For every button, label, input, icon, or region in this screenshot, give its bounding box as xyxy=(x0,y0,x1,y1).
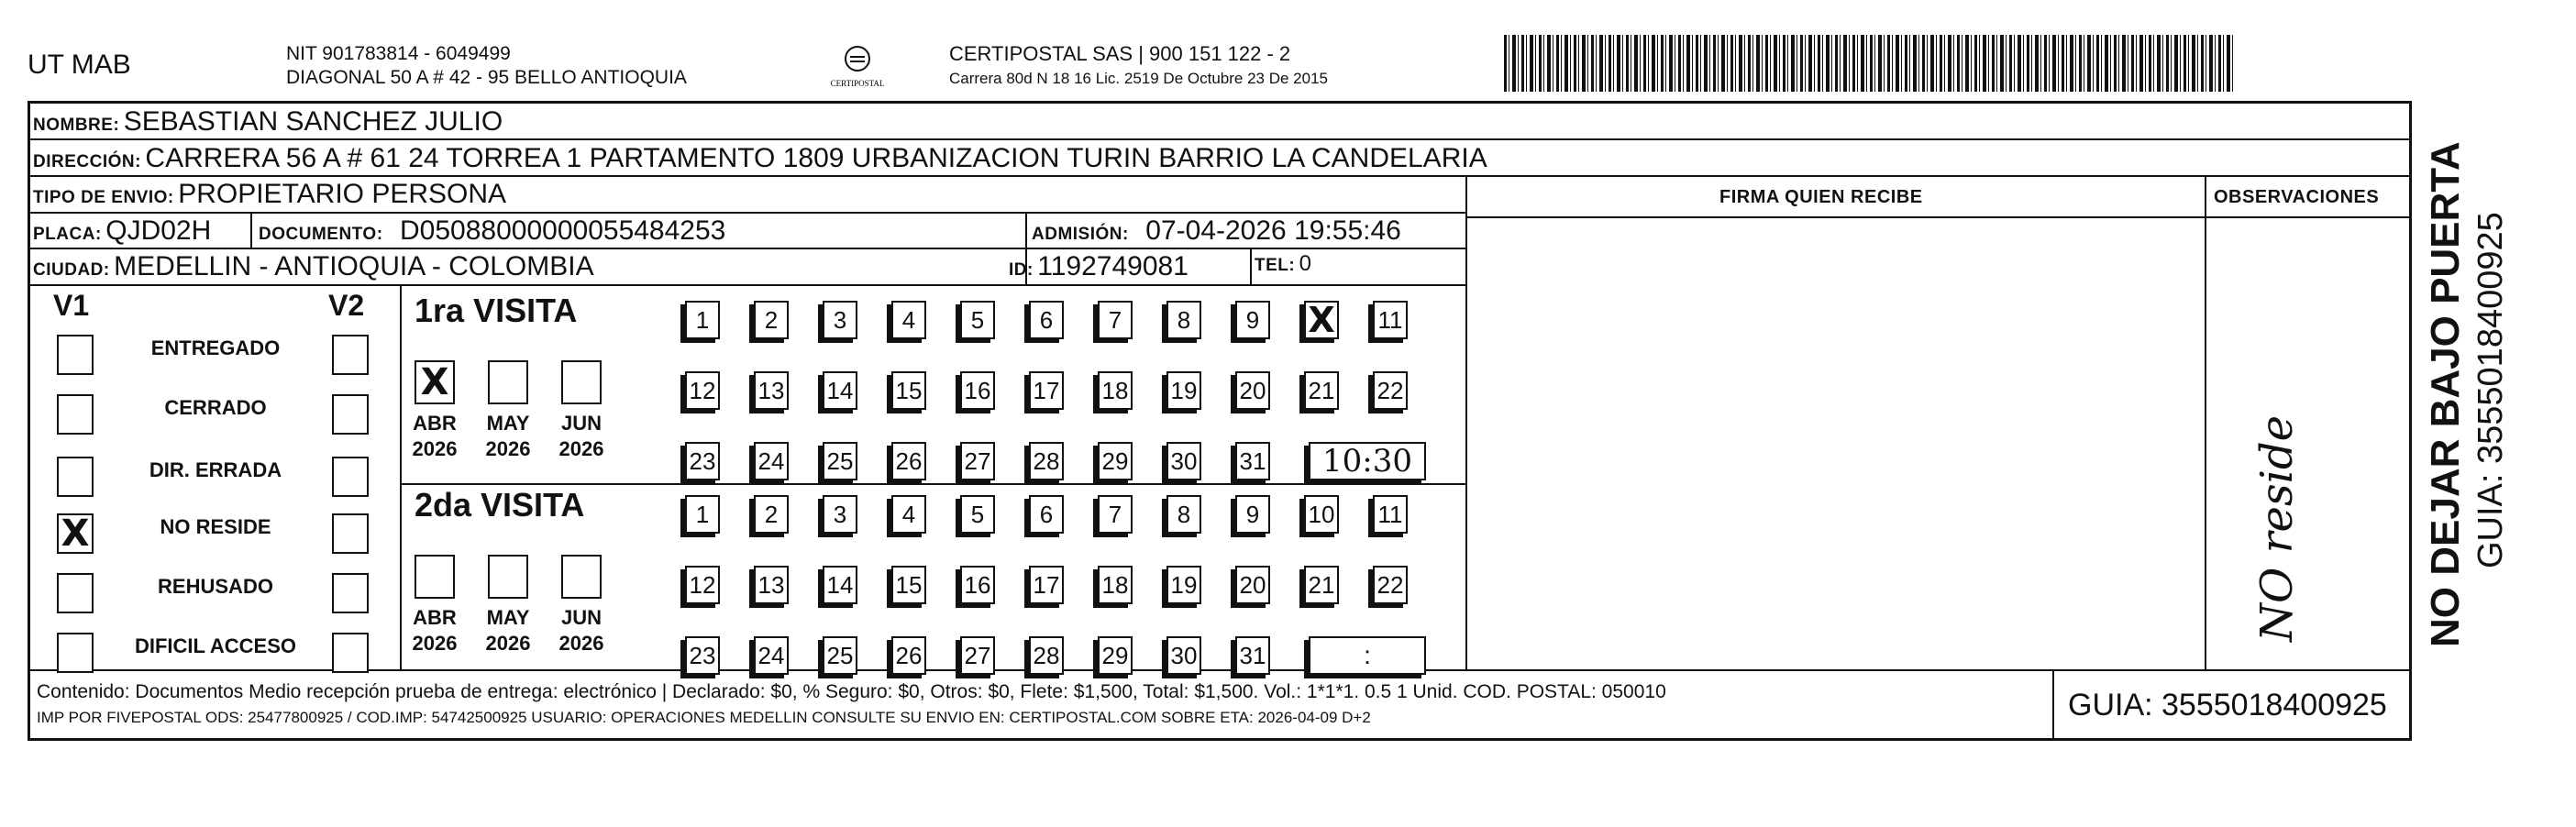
day-box[interactable]: 6 xyxy=(1029,495,1064,534)
status-v2-checkbox[interactable] xyxy=(332,394,369,435)
day-box[interactable]: 17 xyxy=(1029,371,1064,410)
day-box[interactable]: 23 xyxy=(685,636,720,675)
month-name: ABR xyxy=(413,412,457,435)
status-label: CERRADO xyxy=(164,396,267,419)
month-checkbox[interactable] xyxy=(415,555,455,599)
documento-label: DOCUMENTO: xyxy=(259,225,383,244)
status-label: DIR. ERRADA xyxy=(149,458,282,481)
day-box[interactable]: 26 xyxy=(891,636,926,675)
status-v1-checkbox[interactable] xyxy=(57,394,94,435)
day-box[interactable]: 15 xyxy=(891,566,926,604)
status-v1-checkbox[interactable] xyxy=(57,335,94,375)
tel-row xyxy=(1255,251,1311,277)
day-box[interactable]: 26 xyxy=(891,442,926,480)
v2-header: V2 xyxy=(328,289,365,322)
month-label xyxy=(403,605,467,656)
day-box[interactable]: 25 xyxy=(823,442,857,480)
day-box[interactable]: 29 xyxy=(1098,442,1133,480)
day-box[interactable]: 10 xyxy=(1304,495,1339,534)
day-box[interactable]: 24 xyxy=(754,636,789,675)
nombre-label: NOMBRE: xyxy=(33,116,120,135)
day-box[interactable]: 28 xyxy=(1029,442,1064,480)
status-label: NO RESIDE xyxy=(160,515,271,538)
tipo-row xyxy=(33,179,506,210)
id-value: 1192749081 xyxy=(1037,251,1188,281)
day-box[interactable]: 16 xyxy=(960,566,995,604)
admision-label: ADMISIÓN: xyxy=(1032,225,1129,244)
month-year: 2026 xyxy=(412,437,458,460)
tipo-label: TIPO DE ENVIO: xyxy=(33,188,174,207)
status-v2-checkbox[interactable] xyxy=(332,335,369,375)
month-name: JUN xyxy=(560,412,602,435)
month-year: 2026 xyxy=(485,437,531,460)
day-box[interactable]: 21 xyxy=(1304,566,1339,604)
status-v2-checkbox[interactable] xyxy=(332,513,369,554)
day-box[interactable]: 27 xyxy=(960,636,995,675)
nit-text: NIT 901783814 - 6049499 xyxy=(286,43,511,64)
month-year: 2026 xyxy=(558,437,604,460)
month-name: JUN xyxy=(560,606,602,629)
status-label: REHUSADO xyxy=(158,575,273,598)
status-v1-checkbox[interactable] xyxy=(57,457,94,497)
day-box[interactable]: 12 xyxy=(685,566,720,604)
month-label xyxy=(403,411,467,462)
svg-text:CERTIPOSTAL: CERTIPOSTAL xyxy=(830,79,885,88)
day-box[interactable]: 8 xyxy=(1166,495,1201,534)
month-label xyxy=(549,605,614,656)
day-box[interactable]: 23 xyxy=(685,442,720,480)
day-box[interactable]: 14 xyxy=(823,566,857,604)
day-box[interactable]: 5 xyxy=(960,495,995,534)
tel-label: TEL: xyxy=(1255,256,1296,275)
month-name: MAY xyxy=(486,412,530,435)
day-box[interactable]: 30 xyxy=(1166,442,1201,480)
direccion-label: DIRECCIÓN: xyxy=(33,152,141,171)
day-box[interactable]: 21 xyxy=(1304,371,1339,410)
tipo-value: PROPIETARIO PERSONA xyxy=(178,179,507,209)
day-box[interactable]: 7 xyxy=(1098,495,1133,534)
nombre-value: SEBASTIAN SANCHEZ JULIO xyxy=(123,106,503,137)
day-box[interactable]: 31 xyxy=(1235,636,1270,675)
day-box[interactable]: 16 xyxy=(960,371,995,410)
day-box[interactable]: 17 xyxy=(1029,566,1064,604)
barcode xyxy=(1504,35,2233,92)
day-box[interactable]: 1 xyxy=(685,495,720,534)
id-row xyxy=(1009,251,1188,282)
observacion-handwritten: NO reside xyxy=(2251,414,2303,642)
month-name: MAY xyxy=(486,606,530,629)
day-box[interactable]: 5 xyxy=(960,301,995,339)
placa-row xyxy=(33,215,211,247)
month-label xyxy=(549,411,614,462)
v1-header: V1 xyxy=(53,289,90,322)
status-label: ENTREGADO xyxy=(150,336,281,359)
day-box[interactable]: 12 xyxy=(685,371,720,410)
day-box[interactable]: 11 xyxy=(1373,495,1408,534)
no-dejar-bajo-puerta: NO DEJAR BAJO PUERTA xyxy=(2423,141,2468,647)
footer-guia: GUIA: 3555018400925 xyxy=(2068,688,2387,722)
side-guia: GUIA: 3555018400925 xyxy=(2471,212,2510,568)
month-year: 2026 xyxy=(412,632,458,655)
day-box[interactable]: 30 xyxy=(1166,636,1201,675)
documento-row xyxy=(259,215,725,247)
day-box[interactable]: 2 xyxy=(754,495,789,534)
day-box[interactable]: 4 xyxy=(891,495,926,534)
status-v1-checkbox[interactable] xyxy=(57,633,94,673)
placa-label: PLACA: xyxy=(33,225,102,244)
status-v2-checkbox[interactable] xyxy=(332,457,369,497)
day-box[interactable]: 8 xyxy=(1166,301,1201,339)
ciudad-label: CIUDAD: xyxy=(33,260,110,280)
month-label xyxy=(476,605,540,656)
month-year: 2026 xyxy=(485,632,531,655)
day-box[interactable]: 4 xyxy=(891,301,926,339)
id-label: ID: xyxy=(1009,260,1034,280)
status-v2-checkbox[interactable] xyxy=(332,633,369,673)
firma-header: FIRMA QUIEN RECIBE xyxy=(1719,187,1923,207)
month-year: 2026 xyxy=(558,632,604,655)
admision-value: 07-04-2026 19:55:46 xyxy=(1145,215,1401,246)
day-box[interactable]: 9 xyxy=(1235,495,1270,534)
time-box[interactable]: 10:30 xyxy=(1309,442,1426,480)
day-box[interactable]: 20 xyxy=(1235,566,1270,604)
visit-title: 1ra VISITA xyxy=(415,292,578,329)
status-label: DIFICIL ACCESO xyxy=(134,634,296,657)
day-box[interactable]: 13 xyxy=(754,566,789,604)
direccion-row xyxy=(33,143,1487,174)
day-box[interactable]: 28 xyxy=(1029,636,1064,675)
ciudad-value: MEDELLIN - ANTIOQUIA - COLOMBIA xyxy=(114,251,594,281)
day-box[interactable]: 13 xyxy=(754,371,789,410)
ciudad-row xyxy=(33,251,594,282)
tel-value: 0 xyxy=(1299,251,1312,276)
day-box[interactable]: 29 xyxy=(1098,636,1133,675)
month-checkbox[interactable] xyxy=(488,360,528,404)
day-box[interactable]: 31 xyxy=(1235,442,1270,480)
day-box[interactable]: 3 xyxy=(823,495,857,534)
day-box[interactable]: 27 xyxy=(960,442,995,480)
day-box[interactable]: 25 xyxy=(823,636,857,675)
day-box[interactable]: 22 xyxy=(1373,371,1408,410)
certipostal-logo xyxy=(830,40,885,94)
day-box[interactable]: 19 xyxy=(1166,371,1201,410)
placa-value: QJD02H xyxy=(105,215,212,246)
day-box[interactable]: 2 xyxy=(754,301,789,339)
license-text: Carrera 80d N 18 16 Lic. 2519 De Octubre 23 De 2015 xyxy=(949,70,1328,87)
day-box[interactable]: 20 xyxy=(1235,371,1270,410)
status-v1-checkbox[interactable] xyxy=(57,573,94,613)
company-address: DIAGONAL 50 A # 42 - 95 BELLO ANTIOQUIA xyxy=(286,67,687,88)
status-v1-mark: X xyxy=(61,513,90,555)
day-box[interactable]: 6 xyxy=(1029,301,1064,339)
day-box[interactable]: 22 xyxy=(1373,566,1408,604)
day-box[interactable]: 24 xyxy=(754,442,789,480)
day-box[interactable]: 9 xyxy=(1235,301,1270,339)
visit-title: 2da VISITA xyxy=(415,486,585,524)
time-box[interactable]: : xyxy=(1309,636,1426,675)
admision-row xyxy=(1032,215,1401,247)
day-box[interactable]: 18 xyxy=(1098,566,1133,604)
month-checkbox[interactable] xyxy=(561,360,602,404)
company-name: UT MAB xyxy=(28,50,131,80)
certipostal-text: CERTIPOSTAL SAS | 900 151 122 - 2 xyxy=(949,42,1291,65)
month-checkbox[interactable] xyxy=(488,555,528,599)
nombre-row xyxy=(33,106,503,138)
day-box[interactable]: 18 xyxy=(1098,371,1133,410)
day-box[interactable]: 11 xyxy=(1373,301,1408,339)
status-v2-checkbox[interactable] xyxy=(332,573,369,613)
month-checkbox[interactable] xyxy=(415,360,455,404)
day-box[interactable]: 15 xyxy=(891,371,926,410)
day-box[interactable]: 19 xyxy=(1166,566,1201,604)
observaciones-header: OBSERVACIONES xyxy=(2214,187,2380,207)
contenido-text: Contenido: Documentos Medio recepción prueba de entrega: electrónico | Declarado: $0, % Seguro: $0, Otros: $0, Flete: $1,500, Total: $1,500. Vol.: 1*1*1. 0.5 1 Unid. COD. POSTAL: 050010 xyxy=(37,681,1666,702)
direccion-value: CARRERA 56 A # 61 24 TORREA 1 PARTAMENTO 1809 URBANIZACION TURIN BARRIO LA CANDELARIA xyxy=(145,143,1487,173)
month-mark: X xyxy=(420,361,449,403)
month-checkbox[interactable] xyxy=(561,555,602,599)
imp-text: IMP POR FIVEPOSTAL ODS: 25477800925 / COD.IMP: 54742500925 USUARIO: OPERACIONES MEDELLIN CONSULTE SU ENVIO EN: CERTIPOSTAL.COM SOBRE ETA: 2026-04-09 D+2 xyxy=(37,709,1371,726)
documento-value: D05088000000055484253 xyxy=(400,215,726,246)
month-label xyxy=(476,411,540,462)
day-box[interactable]: 14 xyxy=(823,371,857,410)
day-box[interactable]: X xyxy=(1304,301,1339,339)
status-v1-checkbox[interactable] xyxy=(57,513,94,554)
day-box[interactable]: 7 xyxy=(1098,301,1133,339)
day-box[interactable]: 1 xyxy=(685,301,720,339)
day-box[interactable]: 3 xyxy=(823,301,857,339)
month-name: ABR xyxy=(413,606,457,629)
